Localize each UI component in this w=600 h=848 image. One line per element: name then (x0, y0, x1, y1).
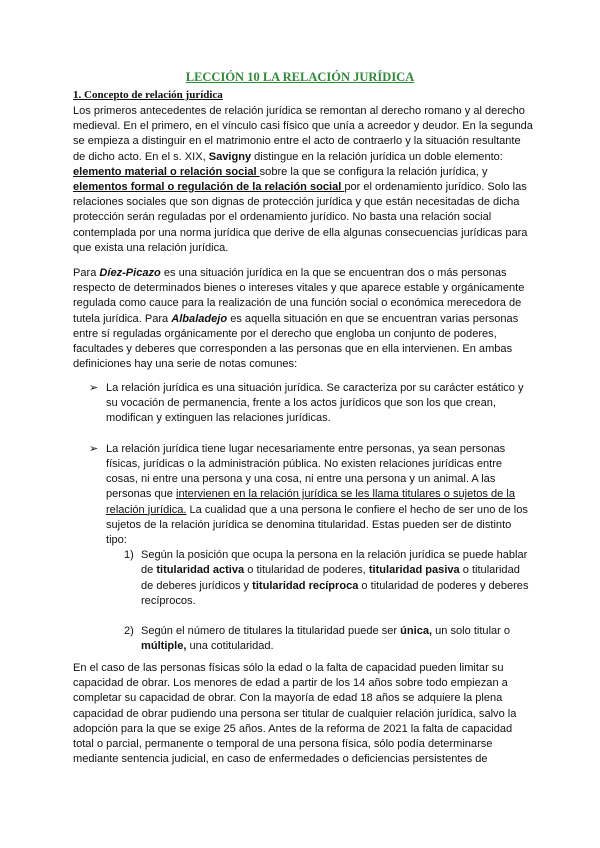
arrow-bullet-icon: ➢ (89, 382, 99, 394)
numbered-item: 1) Según la posición que ocupa la persona en la relación jurídica se puede hablar de titularidad activa o titularidad de poderes, titularidad pasiva o titularidad de deberes jurídicos y titularidad recíproca o titularidad de poderes y deberes recíprocos. (124, 549, 529, 607)
author-diez-picazo: Díez-Picazo (99, 267, 161, 279)
paragraph-definitions: Para Díez-Picazo es una situación jurídica en la que se encuentran dos o más personas respecto de determinados bienes o intereses vitales y que aparece estable y orgánicamente regulada como cauce para la realización de una función social o económica merecedora de tutela jurídica. Para Albaladejo es aquella situación en que se encuentran varias personas entre sí reguladas orgánicamente por el derecho que engloba un conjunto de poderes, facultades y deberes que corresponden a las personas que en ella intervienen. En ambas definiciones hay una serie de notas comunes: (73, 267, 525, 371)
list-item: ➢ La relación jurídica tiene lugar necesariamente entre personas, ya sean personas físicas, jurídicas o la administración pública. No existen relaciones jurídicas entre cosas, ni entre una persona y una cosa, ni entre una persona y un animal. A las personas que intervienen en la relación jurídica se les llama titulares o sujetos de la relación jurídica. La cualidad que a una persona le confiere el hecho de ser uno de los sujetos de la relación jurídica se denomina titularidad. Estas pueden ser de distinto tipo: 1) Según la posición que ocupa la persona en la relación jurídica se puede hablar de titularidad activa o titularidad de poderes, titularidad pasiva o titularidad de deberes jurídicos y titularidad recíproca o titularidad de poderes y deberes recíprocos. 2) Según el número de titulares la titularidad puede ser única, un solo titular o múltiple, una cotitularidad. (89, 442, 535, 655)
formal-element-term: elementos formal o regulación de la relación social (73, 181, 345, 194)
lesson-title: LECCIÓN 10 LA RELACIÓN JURÍDICA (185, 70, 415, 84)
author-savigny: Savigny (208, 150, 252, 163)
numbered-item: 2) Según el número de titulares la titularidad puede ser única, un solo titular o múltiple, una cotitularidad. (124, 625, 511, 653)
titulares-definition: intervienen en la relación jurídica se les llama titulares o sujetos de la relación jurídica. (106, 488, 515, 516)
list-item: ➢ La relación jurídica es una situación jurídica. Se caracteriza por su carácter estático y su vocación de permanencia, frente a los actos jurídicos que son los que crean, modifican y extinguen las relaciones jurídicas. (89, 382, 524, 425)
arrow-bullet-icon: ➢ (89, 442, 99, 455)
material-element-term: elemento material o relación social (73, 165, 260, 178)
paragraph-capacity: En el caso de las personas físicas sólo la edad o la falta de capacidad pueden limitar su capacidad de obrar. Los menores de edad a partir de los 14 años sobre todo empiezan a completar su capacidad de obrar. Con la mayoría de edad 18 años se adquiere la plena capacidad de obrar pudiendo una persona ser titular de cualquier relación jurídica, salvo la adopción para la que se exige 25 años. Antes de la reforma de 2021 la falta de capacidad total o parcial, permanente o temporal de una persona física, sólo podía determinarse mediante sentencia judicial, en caso de enfermedades o deficiencias persistentes de (73, 662, 517, 766)
author-albaladejo: Albaladejo (171, 312, 228, 325)
titularidad-types-list (106, 548, 535, 654)
paragraph-origins: Los primeros antecedentes de relación jurídica se remontan al derecho romano y al derecho medieval. En el primero, en el vínculo casi físico que unía a acreedor y deudor. En la segunda se empieza a distinguir en el matrimonio entre el acto de contraerlo y la situación resultante de dicho acto. En el s. XIX, Savigny distingue en la relación jurídica un doble elemento: elemento material o relación social sobre la que se configura la relación jurídica, y elementos formal o regulación de la relación social por el ordenamiento jurídico. Solo las relaciones sociales que son dignas de protección jurídica y que están necesitadas de dicha protección serán reguladas por el ordenamiento jurídico. No basta una relación social contemplada por una norma jurídica que derive de ella algunas consecuencias jurídicas para que exista una relación jurídica. (73, 105, 533, 254)
common-notes-list (89, 381, 535, 670)
section-heading: 1. Concepto de relación jurídica (73, 89, 223, 101)
